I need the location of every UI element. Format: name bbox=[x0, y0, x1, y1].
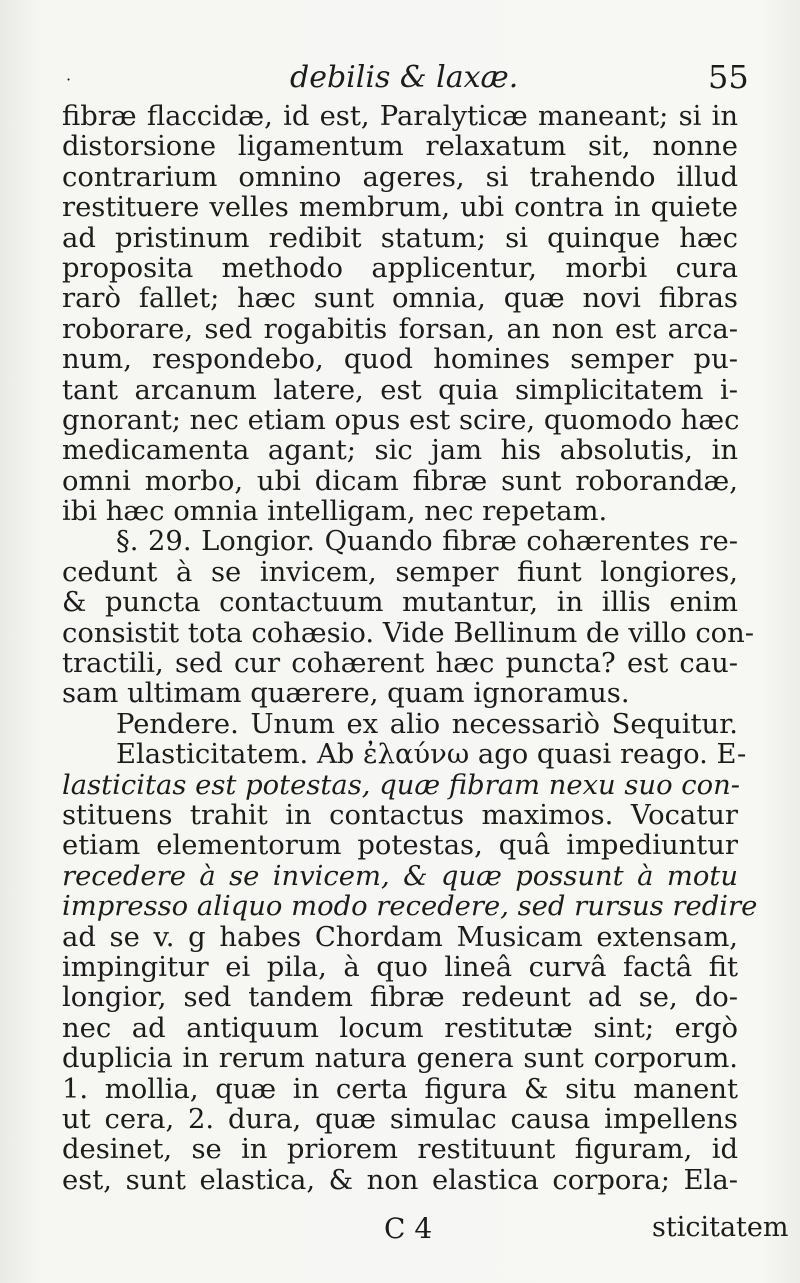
section-heading-line: §. 29. Longior. Quando fibræ cohærentes re- bbox=[116, 526, 738, 558]
text-line: ad se v. g habes Chordam Musicam extensam, bbox=[62, 921, 738, 953]
text-line: cedunt à se invicem, semper fiunt longiores, bbox=[62, 556, 738, 588]
text-line: stituens trahit in contactus maximos. Vocatur bbox=[62, 799, 738, 831]
text-line: consistit tota cohæsio. Vide Bellinum de villo con- bbox=[62, 617, 755, 649]
running-title: debilis & laxæ. bbox=[290, 60, 519, 95]
catchword: sticitatem bbox=[652, 1212, 789, 1243]
text-line: tractili, sed cur cohærent hæc puncta? est cau- bbox=[62, 648, 738, 680]
definition-line: Elasticitatem. Ab ἐλαύνω ago quasi reago. E- bbox=[116, 739, 747, 771]
text-line: 1. mollia, quæ in certa figura & situ manent bbox=[62, 1073, 738, 1105]
text-line: ad pristinum redibit statum; si quinque hæc bbox=[62, 222, 738, 254]
text-line: est, sunt elastica, & non elastica corpora; Ela- bbox=[62, 1164, 738, 1196]
text-line: ibi hæc omnia intelligam, nec repetam. bbox=[62, 496, 608, 528]
text-line: etiam elementorum potestas, quâ impediuntur bbox=[62, 830, 738, 862]
text-line: & puncta contactuum mutantur, in illis enim bbox=[62, 587, 738, 619]
header-mark: · bbox=[66, 70, 72, 89]
text-line: restituere velles membrum, ubi contra in quiete bbox=[62, 192, 738, 224]
signature-mark: C 4 bbox=[384, 1212, 433, 1245]
text-line: medicamenta agant; sic jam his absolutis, in bbox=[62, 435, 738, 467]
text-line: distorsione ligamentum relaxatum sit, nonne bbox=[62, 131, 738, 163]
text-line: gnorant; nec etiam opus est scire, quomodo hæc bbox=[62, 404, 740, 436]
text-line: duplicia in rerum natura genera sunt corporum. bbox=[62, 1043, 738, 1075]
text-line: recedere à se invicem, & quæ possunt à motu bbox=[62, 860, 738, 892]
text-line: longior, sed tandem fibræ redeunt ad se, do- bbox=[62, 982, 738, 1014]
page-number: 55 bbox=[708, 58, 749, 96]
page-header bbox=[0, 52, 800, 104]
text-line: desinet, se in priorem restituunt figuram, id bbox=[62, 1134, 738, 1166]
text-line: contrarium omnino ageres, si trahendo illud bbox=[62, 161, 738, 193]
text-line: num, respondebo, quod homines semper pu- bbox=[62, 344, 738, 376]
text-line: impingitur ei pila, à quo lineâ curvâ factâ fit bbox=[62, 951, 738, 983]
text-line: ut cera, 2. dura, quæ simulac causa impellens bbox=[62, 1103, 738, 1135]
text-line: lasticitas est potestas, quæ fibram nexu suo con- bbox=[62, 769, 740, 801]
text-line: nec ad antiquum locum restitutæ sint; ergò bbox=[62, 1012, 738, 1044]
text-line: rarò fallet; hæc sunt omnia, quæ novi fibras bbox=[62, 283, 738, 315]
text-line: impresso aliquo modo recedere, sed rursus redire bbox=[62, 891, 758, 923]
page-footer bbox=[0, 1210, 800, 1260]
text-line: proposita methodo applicentur, morbi cura bbox=[62, 252, 738, 284]
text-line: sam ultimam quærere, quam ignoramus. bbox=[62, 678, 630, 710]
text-line: omni morbo, ubi dicam fibræ sunt roborandæ, bbox=[62, 465, 738, 497]
body-text bbox=[62, 101, 758, 1196]
text-line: roborare, sed rogabitis forsan, an non est arca- bbox=[62, 313, 738, 345]
text-line: fibræ flaccidæ, id est, Paralyticæ maneant; si in bbox=[62, 101, 738, 132]
definition-line: Pendere. Unum ex alio necessariò Sequitur. bbox=[116, 708, 738, 740]
text-line: tant arcanum latere, est quia simplicitatem i- bbox=[62, 374, 738, 406]
